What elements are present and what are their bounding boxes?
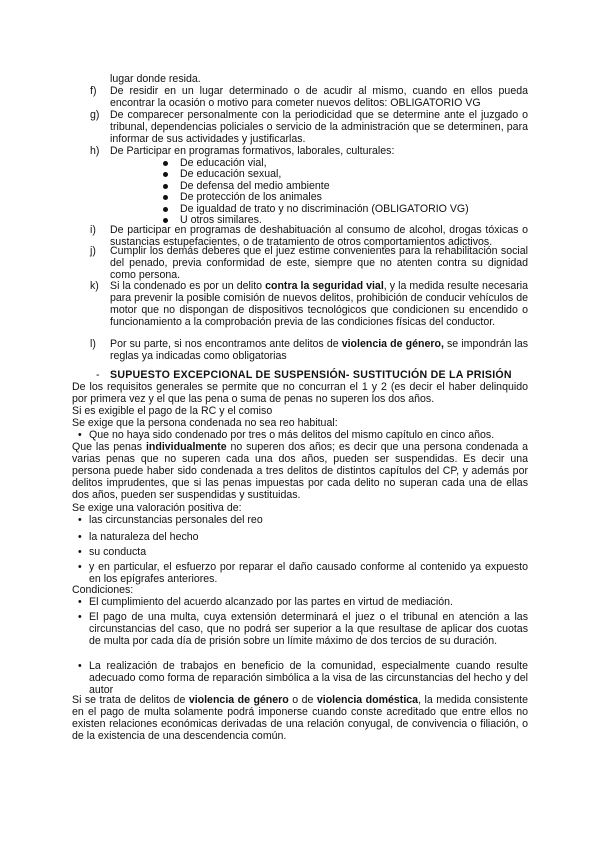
list-item: • y en particular, el esfuerzo por reparar el daño causado conforme al contenido ya expuesto en los epígrafes anteriores. [78, 561, 528, 586]
list-item: De defensa del medio ambiente [160, 180, 469, 191]
item-e-continuation: lugar donde resida. [110, 73, 201, 85]
item-i-label: i) [90, 224, 96, 236]
bullet-icon: • [78, 660, 82, 672]
paragraph-individualmente: Que las penas individualmente no superen dos años; es decir que una persona condenada a varias penas que no superen cada una dos años, pueden ser suspendidas. Es decir una persona puede haber sido condenada a tres delitos de distintos capítulos del CP, y además por delitos imprudentes, que si las penas impuestas por cada delito no superan cada una de ellas dos años, pueden ser suspendidas y sustituidas. [72, 441, 529, 502]
item-g-text: De comparecer personalmente con la periodicidad que se determine ante el juzgado o tribunal, dependencias policiales o servicio de la administración que se determinen, para informar de sus actividades y justificarlas. [110, 109, 528, 146]
bullet-icon [163, 172, 168, 177]
item-k-text: Si la condenado es por un delito contra la seguridad vial, y la medida resulte necesaria para prevenir la posible comisión de nuevos delitos, prohibición de conducir vehículos de motor que no dispongan de dispositivos tecnológicos que condicionen su encendido o funcionamiento a la comprobación previa de las condiciones físicas del conductor. [110, 280, 528, 329]
list-item: U otros similares. [160, 214, 469, 225]
item-j-label: j) [90, 245, 96, 257]
bullet-icon [163, 218, 168, 223]
list-item: • las circunstancias personales del reo [78, 514, 263, 526]
list-item: De protección de los animales [160, 191, 469, 202]
item-j-text: Cumplir los demás deberes que el juez estime convenientes para la rehabilitación social del penado, previa conformidad de este, siempre que no atenten contra su dignidad como persona. [110, 245, 528, 282]
list-item: • la naturaleza del hecho [78, 531, 199, 543]
list-item: • su conducta [78, 546, 147, 558]
item-k-label: k) [90, 280, 99, 292]
bullet-icon [163, 195, 168, 200]
list-item: De igualdad de trato y no discriminación (OBLIGATORIO VG) [160, 203, 469, 214]
list-item: • Que no haya sido condenado por tres o más delitos del mismo capítulo en cinco años. [78, 429, 495, 441]
bullet-icon: • [78, 611, 82, 623]
bullet-icon: • [78, 546, 82, 558]
section-heading: SUPUESTO EXCEPCIONAL DE SUSPENSIÓN- SUSTITUCIÓN DE LA PRISIÓN [110, 369, 512, 381]
bullet-icon: • [78, 514, 82, 526]
item-i-text: De participar en programas de deshabituación al consumo de alcohol, drogas tóxicas o sustancias estupefacientes, o de tratamiento de otros comportamientos adictivos. [110, 224, 528, 249]
paragraph-requisitos: De los requisitos generales se permite que no concurran el 1 y 2 (es decir el haber delinquido por primera vez y el que las pena o suma de penas no superen los dos años. [72, 381, 528, 406]
paragraph-reo: Se exige que la persona condenada no sea reo habitual: [72, 417, 338, 429]
bullet-icon [163, 184, 168, 189]
paragraph-rc: Si es exigible el pago de la RC y el comiso [72, 405, 273, 417]
bullet-icon: • [78, 596, 82, 608]
item-h-label: h) [90, 145, 100, 157]
item-l-label: l) [90, 338, 96, 350]
section-dash: - [96, 369, 100, 381]
paragraph-valoracion: Se exige una valoración positiva de: [72, 502, 242, 514]
list-item: • El cumplimiento del acuerdo alcanzado por las partes en virtud de mediación. [78, 596, 453, 608]
list-item: De educación vial, [160, 157, 469, 168]
bullet-icon: • [78, 531, 82, 543]
item-l-text: Por su parte, si nos encontramos ante delitos de violencia de género, se impondrán las reglas ya indicadas como obligatorias [110, 338, 529, 363]
item-f-label: f) [90, 85, 97, 97]
bullet-icon: • [78, 429, 82, 441]
list-item: De educación sexual, [160, 168, 469, 179]
program-bullet-list [160, 157, 469, 225]
paragraph-condiciones: Condiciones: [72, 584, 134, 596]
bullet-icon [163, 207, 168, 212]
item-h-text: De Participar en programas formativos, laborales, culturales: [110, 145, 395, 157]
item-g-label: g) [90, 109, 100, 121]
bullet-icon [163, 161, 168, 166]
list-item: • El pago de una multa, cuya extensión determinará el juez o el tribunal en atención a las circunstancias del caso, que no podrá ser superior a la que resultase de aplicar dos cuotas de multa por cada día de prisión sobre un límite máximo de dos tercios de su duración. [78, 611, 528, 648]
paragraph-violencia: Si se trata de delitos de violencia de género o de violencia doméstica, la medida consistente en el pago de multa solamente podrá imponerse cuando conste acreditado que entre ellos no existen relaciones económicas derivadas de una relación conyugal, de convivencia o filiación, o de la existencia de una descendencia común. [72, 694, 529, 743]
list-item: • La realización de trabajos en beneficio de la comunidad, especialmente cuando resulte adecuado como forma de reparación simbólica a la visa de las circunstancias del hecho y del autor [78, 660, 528, 697]
bullet-icon: • [78, 561, 82, 573]
item-f-text: De residir en un lugar determinado o de acudir al mismo, cuando en ellos pueda encontrar la ocasión o motivo para cometer nuevos delitos: OBLIGATORIO VG [110, 85, 528, 110]
